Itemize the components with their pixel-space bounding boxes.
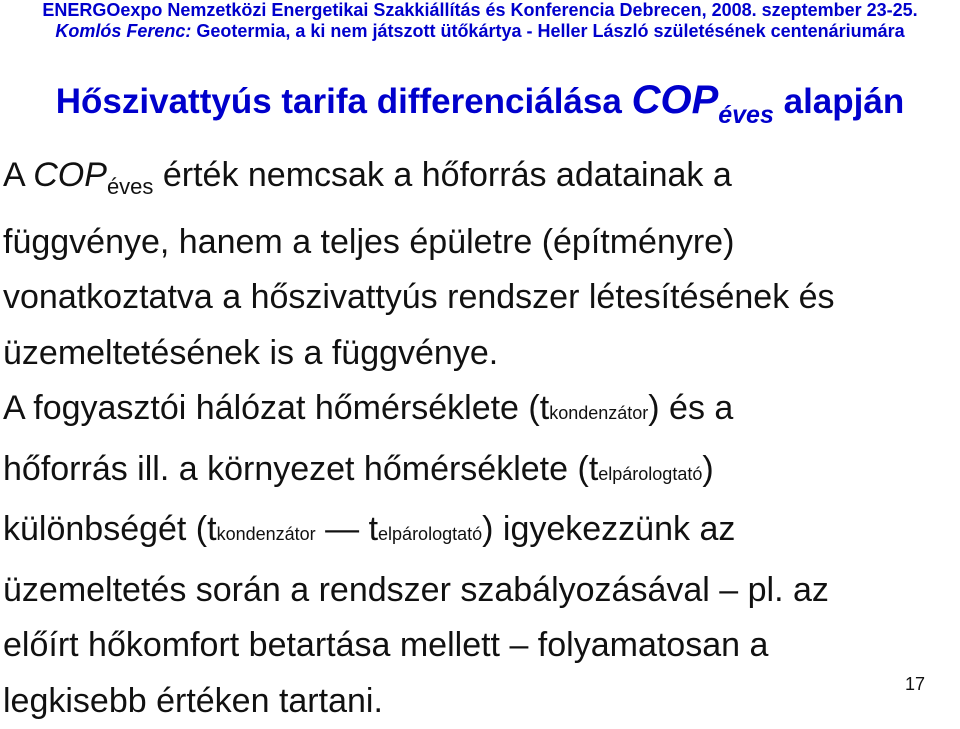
body-text: ) igyekezzünk az <box>482 510 735 548</box>
cop-term: COP <box>33 156 107 194</box>
evaporator-subscript: elpárologtató <box>598 464 702 484</box>
slide-title <box>0 78 960 137</box>
body-line-7 <box>3 502 958 563</box>
body-text: ) és a <box>648 389 733 427</box>
body-line-9: előírt hőkomfort betartása mellett – folyamatosan a <box>3 618 958 674</box>
presentation-topic: Geotermia, a ki nem játszott ütőkártya - Heller László születésének centenáriumára <box>191 21 904 41</box>
temperature-symbol: t <box>207 510 216 548</box>
body-line-2: függvénye, hanem a teljes épületre (építményre) <box>3 215 958 271</box>
slide-body <box>3 148 958 729</box>
author-name: Komlós Ferenc: <box>55 21 191 41</box>
title-cop-subscript: éves <box>718 101 774 129</box>
body-line-8: üzemeltetés során a rendszer szabályozásával – pl. az <box>3 563 958 619</box>
temperature-symbol: t <box>589 450 598 488</box>
title-cop: COP <box>632 78 719 122</box>
body-text: érték nemcsak a hőforrás adatainak a <box>153 156 731 194</box>
body-text: hőforrás ill. a környezet hőmérséklete ( <box>3 450 589 488</box>
evaporator-subscript: elpárologtató <box>378 524 482 544</box>
conference-header <box>0 0 960 42</box>
body-line-3: vonatkoztatva a hőszivattyús rendszer létesítésének és <box>3 270 958 326</box>
conference-title: ENERGOexpo Nemzetközi Energetikai Szakkiállítás és Konferencia Debrecen, 2008. szeptember 23-25. <box>0 0 960 21</box>
body-text: A fogyasztói hálózat hőmérséklete ( <box>3 389 540 427</box>
minus-dash: — <box>316 510 369 548</box>
body-line-10: legkisebb értéken tartani. <box>3 674 958 729</box>
presentation-subtitle <box>0 21 960 42</box>
condenser-subscript: kondenzátor <box>549 403 648 423</box>
body-text: különbségét ( <box>3 510 207 548</box>
temperature-symbol: t <box>540 389 549 427</box>
body-text: ) <box>702 450 713 488</box>
title-part1: Hőszivattyús tarifa differenciálása <box>56 82 632 121</box>
page-number: 17 <box>905 674 925 695</box>
body-line-6 <box>3 442 958 503</box>
body-line-4: üzemeltetésének is a függvénye. <box>3 326 958 382</box>
temperature-symbol: t <box>369 510 378 548</box>
body-text: A <box>3 156 33 194</box>
body-line-5 <box>3 381 958 442</box>
cop-subscript: éves <box>107 174 153 199</box>
condenser-subscript: kondenzátor <box>217 524 316 544</box>
body-line-1 <box>3 148 958 215</box>
title-part2: alapján <box>774 82 904 121</box>
